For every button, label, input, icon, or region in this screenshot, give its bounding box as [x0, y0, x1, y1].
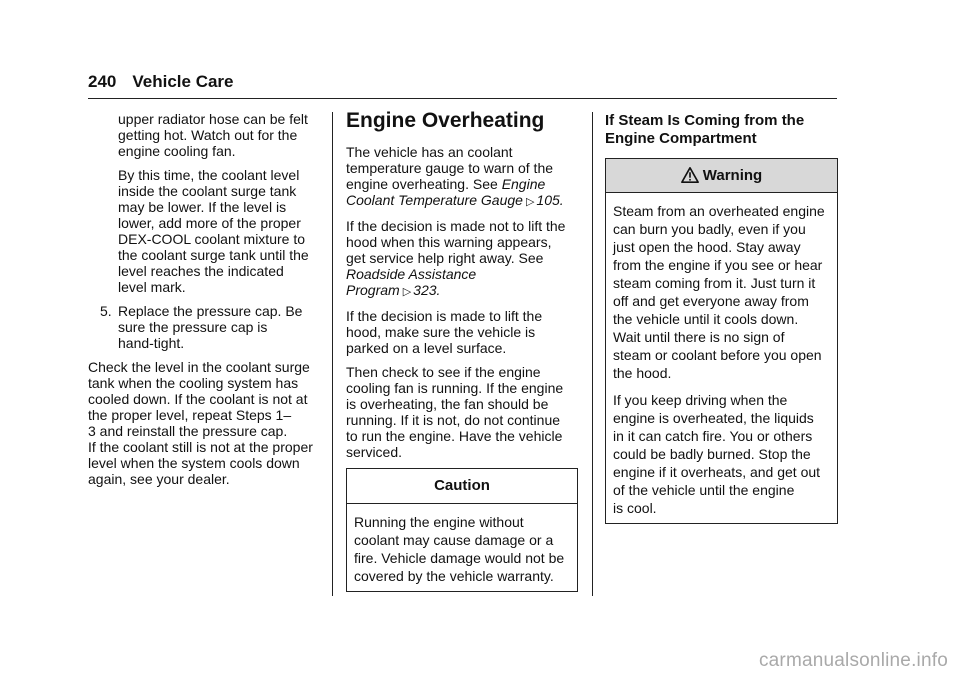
subsection-heading: If Steam Is Coming from the Engine Compartment: [605, 112, 805, 147]
warning-paragraph-2: If you keep driving when the engine is overheated, the liquids in it can catch fire. You or others could be badly burned. Stop the engine if it overheats, and get out of the vehicle until the engine is cool.: [613, 392, 821, 516]
page-number: 240: [88, 72, 117, 91]
step-continuation: upper radiator hose can be felt getting hot. Watch out for the engine cooling fan.: [118, 111, 308, 159]
triangle-right-icon: ▷: [402, 286, 412, 298]
caution-box: [346, 468, 578, 592]
xref-roadside-assistance[interactable]: Roadside Assistance: [346, 266, 477, 282]
column-2: [346, 109, 578, 592]
xref-engine-coolant-gauge[interactable]: Engine: [501, 176, 546, 192]
xref-engine-coolant-gauge-cont[interactable]: Coolant Temperature Gauge: [346, 192, 523, 208]
lift-hood-paragraph: If the decision is made to lift the hood, make sure the vehicle is parked on a level surface.: [346, 308, 543, 356]
warning-triangle-icon: [681, 166, 699, 184]
column-divider-left: [332, 112, 333, 596]
warning-box: [605, 158, 838, 524]
xref-page-323[interactable]: 323.: [413, 282, 441, 298]
caution-body: Running the engine without coolant may cause damage or a fire. Vehicle damage would not be covered by the vehicle warranty.: [354, 514, 565, 584]
gauge-paragraph: The vehicle has an coolant temperature gauge to warn of the engine overheating. See Engine Coolant Temperature Gauge ▷ 105.: [346, 144, 564, 208]
xref-page-105[interactable]: 105.: [536, 192, 564, 208]
running-header: [88, 72, 234, 92]
header-rule: [88, 98, 837, 99]
warning-header: [606, 159, 837, 193]
watermark: carmanualsonline.info: [758, 650, 948, 671]
section-heading: Engine Overheating: [346, 109, 545, 132]
caution-title: Caution: [347, 469, 577, 504]
coolant-level-paragraph: By this time, the coolant level inside the coolant surge tank may be lower. If the level is lower, add more of the proper DEX-COOL coolant mixture to the coolant surge tank until the level reaches the indicated level mark.: [118, 167, 309, 295]
warning-paragraph-1: Steam from an overheated engine can burn you badly, even if you just open the hood. Stay away from the engine if you see or hear steam coming from it. Just turn it off and get everyone away from the vehicle until it cools down. Wait until there is no sign of steam or coolant before you open the hood.: [613, 203, 825, 381]
step-5: 5. Replace the pressure cap. Be sure the pressure cap is hand-tight.: [100, 303, 303, 351]
no-lift-paragraph: If the decision is made not to lift the hood when this warning appears, get service help right away. See Roadside Assistance Program ▷ 323.: [346, 218, 566, 298]
warning-title: Warning: [702, 167, 763, 184]
column-3: [605, 112, 838, 524]
step-5-number: 5.: [100, 303, 112, 319]
xref-roadside-assistance-cont[interactable]: Program: [346, 282, 400, 298]
column-1: [88, 111, 323, 487]
check-level-paragraph: Check the level in the coolant surge tank when the cooling system has cooled down. If the coolant is not at the proper level, repeat Steps 1– 3 and reinstall the pressure cap. If the coolant still is not at the proper level when the system cools down again, see your dealer.: [88, 359, 313, 487]
section-title: Vehicle Care: [132, 72, 234, 91]
triangle-right-icon: ▷: [525, 196, 535, 208]
cooling-fan-paragraph: Then check to see if the engine cooling fan is running. If the engine is overheating, the fan should be running. If it is not, do not continue to run the engine. Have the vehicle serviced.: [346, 364, 564, 460]
warning-body: [606, 193, 837, 523]
column-divider-right: [592, 112, 593, 596]
